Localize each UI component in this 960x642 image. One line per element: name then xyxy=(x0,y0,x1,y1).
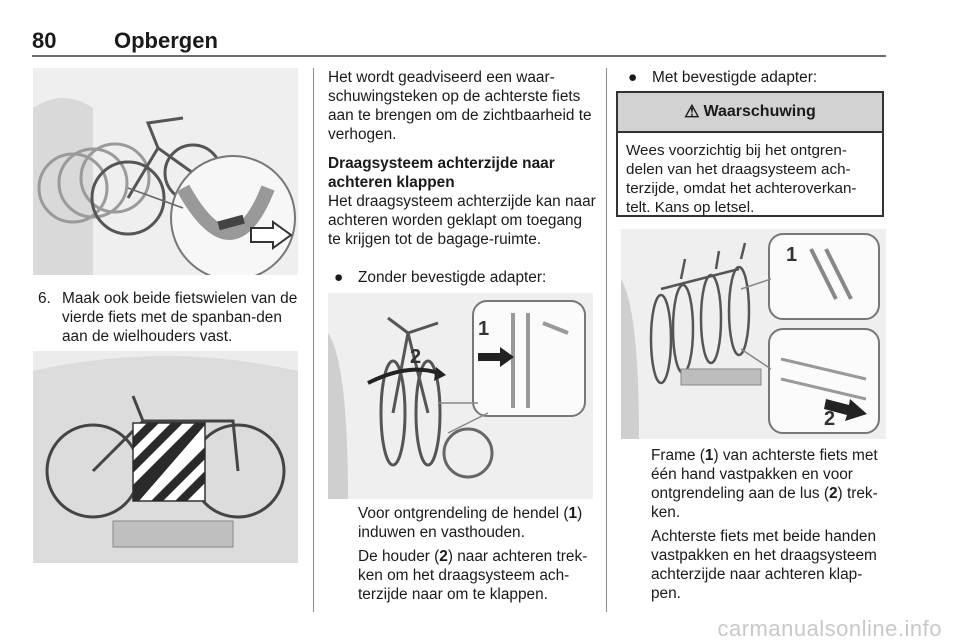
step-6 xyxy=(38,289,298,346)
warning-header xyxy=(618,93,882,133)
bullet-dot: ● xyxy=(628,69,638,86)
page-number: 80 xyxy=(32,28,57,53)
watermark: carmanualsonline.info xyxy=(717,616,942,641)
para-text: ) naar achteren trek-ken om het draagsysteem ach-terzijde naar om te klappen. xyxy=(358,548,588,603)
callout-number: 1 xyxy=(568,505,578,522)
header-divider xyxy=(32,55,886,57)
callout-number: 2 xyxy=(828,485,838,502)
figure-fold-with-adapter xyxy=(621,229,886,439)
bullet-text: Zonder bevestigde adapter: xyxy=(358,269,547,286)
bullet-with-adapter xyxy=(628,68,884,87)
figure-label-2: 2 xyxy=(824,408,836,430)
warning-title: Waarschuwing xyxy=(703,103,816,120)
callout-number: 1 xyxy=(704,447,714,464)
figure-label-2: 2 xyxy=(410,346,422,368)
section-heading: Draagsysteem achterzijde naar achteren klappen xyxy=(328,155,555,191)
figure-label-1: 1 xyxy=(786,244,798,266)
page-title: Opbergen xyxy=(114,28,218,53)
para-text: Voor ontgrendeling de hendel ( xyxy=(358,505,569,522)
callout-number: 2 xyxy=(439,548,448,565)
column-divider-2 xyxy=(606,68,607,612)
section-body: Het draagsysteem achterzijde kan naar achteren worden geklapt om toegang te krijgen tot de bagage-ruimte. xyxy=(328,193,596,248)
warning-box xyxy=(616,91,884,217)
para-text: ) trek-ken. xyxy=(651,485,878,521)
step-text: Maak ook beide fietswielen van de vierde fiets met de spanban-den aan de wielhouders vast. xyxy=(62,290,298,345)
intro-paragraph: Het wordt geadviseerd een waar-schuwingsteken op de achterste fiets aan te brengen om de zichtbaarheid te verhogen. xyxy=(328,69,592,143)
para-text: De houder ( xyxy=(358,548,440,565)
para-text: ) induwen en vasthouden. xyxy=(358,505,583,541)
col3-paragraph-2: Achterste fiets met beide handen vastpakken en het draagsysteem achterzijde naar achteren klap-pen. xyxy=(651,528,877,602)
figure-bike-rack-straps xyxy=(33,68,298,275)
para-text: Frame ( xyxy=(651,447,705,464)
col2-paragraph-1 xyxy=(358,504,594,609)
bullet-dot: ● xyxy=(334,269,344,286)
figure-label-1: 1 xyxy=(478,318,490,340)
para-text: ) van achterste fiets met één hand vastpakken en voor ontgrendeling aan de lus ( xyxy=(651,447,878,502)
step-number: 6. xyxy=(38,290,51,307)
warning-text: Wees voorzichtig bij het ontgren-delen van het draagsysteem ach-terzijde, omdat het achteroverkan-telt. Kans op letsel. xyxy=(626,142,857,216)
warning-triangle-icon: ⚠ xyxy=(684,102,700,121)
column-divider-1 xyxy=(313,68,314,612)
col3-paragraphs xyxy=(651,446,887,608)
bullet-without-adapter xyxy=(334,268,598,287)
bullet-text: Met bevestigde adapter: xyxy=(652,69,818,86)
figure-fold-without-adapter xyxy=(328,293,593,499)
figure-rear-bike-warning-sign xyxy=(33,351,298,563)
